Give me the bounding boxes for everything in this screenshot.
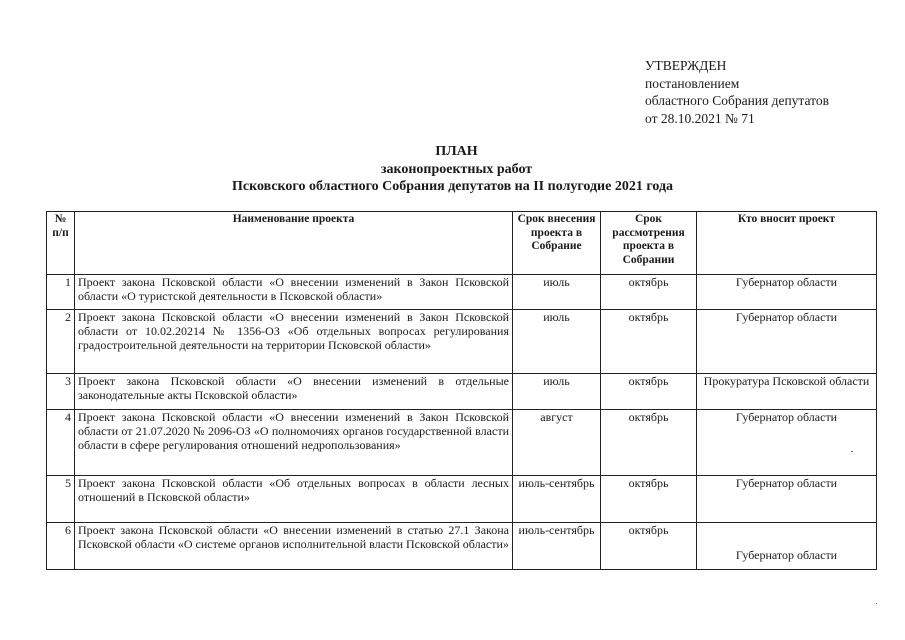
row-review: октябрь [601,476,697,523]
row-who: Губернатор области [697,523,877,570]
row-name: Проект закона Псковской области «О внесении изменений в отдельные законодательные акты Псковской области» [75,374,513,410]
row-submit: август [513,410,601,476]
plan-table [46,211,877,570]
row-num: 4 [47,410,75,476]
approval-title: УТВЕРЖДЕН [645,58,727,73]
row-name: Проект закона Псковской области «О внесении изменений в Закон Псковской области от 10.02.20214 № 1356-ОЗ «Об отдельных вопросах регулирования градостроительной деятельности на территории Псковской области» [75,310,513,374]
scan-speck [851,451,853,452]
table-row [47,275,877,310]
table-row [47,374,877,410]
row-who: Губернатор области [697,310,877,374]
row-review: октябрь [601,374,697,410]
approval-line: областного Собрания депутатов [645,93,829,108]
row-num: 6 [47,523,75,570]
row-review: октябрь [601,523,697,570]
table-row [47,310,877,374]
row-submit: июль-сентябрь [513,523,601,570]
header-name: Наименование проекта [75,212,513,275]
row-name: Проект закона Псковской области «Об отдельных вопросах в области лесных отношений в Псковской области» [75,476,513,523]
approval-date: от 28.10.2021 № 71 [645,110,755,126]
table-row [47,476,877,523]
row-name: Проект закона Псковской области «О внесении изменений в Закон Псковской области от 21.07.2020 № 2096-ОЗ «О полномочиях органов государственной власти области в сфере регулирования отношений недропользования» [75,410,513,476]
document-heading [0,143,905,196]
row-review: октябрь [601,310,697,374]
row-name: Проект закона Псковской области «О внесении изменений в Закон Псковской области «О туристской деятельности в Псковской области» [75,275,513,310]
row-num: 1 [47,275,75,310]
row-num: 3 [47,374,75,410]
row-who: Прокуратура Псковской области [697,374,877,410]
row-who: Губернатор области [697,275,877,310]
table-row [47,523,877,570]
header-review: Срок рассмотрения проекта в Собрании [601,212,697,275]
row-review: октябрь [601,275,697,310]
row-submit: июль [513,374,601,410]
row-submit: июль-сентябрь [513,476,601,523]
row-submit: июль [513,310,601,374]
row-name: Проект закона Псковской области «О внесении изменений в статью 27.1 Закона Псковской области «О системе органов исполнительной власти Псковской области» [75,523,513,570]
header-num: № п/п [47,212,75,275]
approval-line: постановлением [645,75,740,91]
header-submit: Срок внесения проекта в Собрание [513,212,601,275]
header-who: Кто вносит проект [697,212,877,275]
document-subtitle: законопроектных работ [380,161,533,177]
scan-speck [876,603,877,604]
row-num: 5 [47,476,75,523]
row-review: октябрь [601,410,697,476]
row-who: Губернатор области [697,476,877,523]
document-title: ПЛАН [435,144,478,159]
row-who: Губернатор области [697,410,877,476]
row-submit: июль [513,275,601,310]
approval-stamp [645,57,829,127]
document-subtitle-2: Псковского областного Собрания депутатов на II полугодие 2021 года [231,179,674,194]
table-row [47,410,877,476]
row-num: 2 [47,310,75,374]
table-header-row [47,212,877,275]
